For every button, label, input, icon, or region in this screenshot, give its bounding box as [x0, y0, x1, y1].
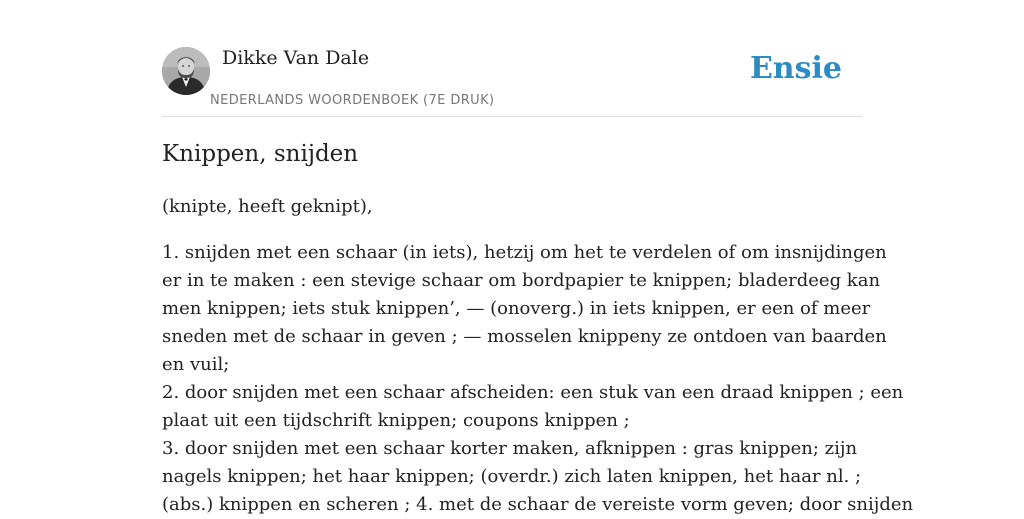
header: [162, 0, 862, 117]
entry-definition: [162, 239, 914, 519]
page-container: [162, 0, 914, 515]
definition-line: 2. door snijden met een schaar afscheiden: een stuk van een draad knippen ; een: [162, 382, 904, 403]
definition-line: er in te maken : een stevige schaar om bordpapier te knippen; bladerdeeg kan: [162, 270, 881, 291]
definition-line: men knippen; iets stuk knippen’, — (onoverg.) in iets knippen, er een of meer: [162, 298, 871, 319]
dictionary-subtitle[interactable]: NEDERLANDS WOORDENBOEK (7E DRUK): [210, 93, 495, 108]
definition-line: nagels knippen; het haar knippen; (overdr.) zich laten knippen, het haar nl. ;: [162, 466, 862, 487]
definition-line: plaat uit een tijdschrift knippen; coupons knippen ;: [162, 410, 630, 431]
entry-title: Knippen, snijden: [162, 141, 359, 167]
definition-line: en vuil;: [162, 354, 230, 375]
definition-line: 1. snijden met een schaar (in iets), hetzij om het te verdelen of om insnijdingen: [162, 242, 887, 263]
portrait-photo-icon: [162, 47, 210, 95]
entry-forms: (knipte, heeft geknipt),: [162, 196, 373, 217]
author-name[interactable]: Dikke Van Dale: [222, 47, 370, 69]
definition-line: sneden met de schaar in geven ; — mosselen knippeny ze ontdoen van baarden: [162, 326, 887, 347]
definition-line: (abs.) knippen en scheren ; 4. met de schaar de vereiste vorm geven; door snijden: [162, 494, 914, 515]
definition-line: 3. door snijden met een schaar korter maken, afknippen : gras knippen; zijn: [162, 438, 858, 459]
brand-logo[interactable]: Ensie: [749, 51, 842, 86]
avatar[interactable]: [162, 47, 210, 95]
